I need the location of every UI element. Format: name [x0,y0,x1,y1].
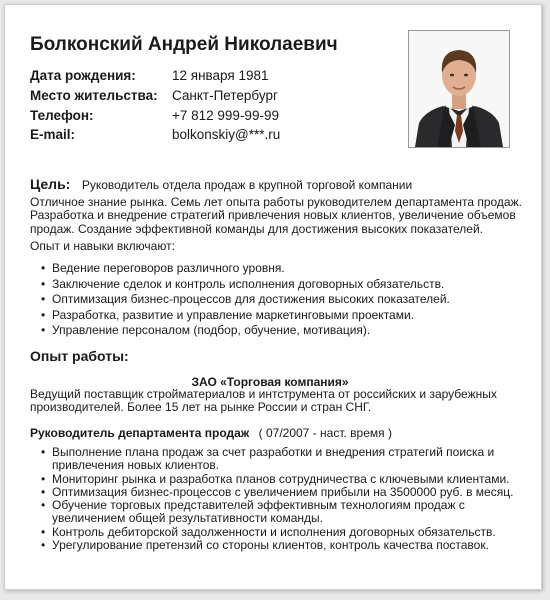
residence-value: Санкт-Петербург [172,88,278,103]
list-item: • Выполнение плана продаж за счет разработки и внедрения стратегий поиска и привлечения новых клиентов. [41,446,519,473]
position-title: Руководитель департамента продаж [30,426,250,440]
person-portrait-icon [409,31,509,147]
email-label: E-mail: [30,127,76,142]
list-item: • Оптимизация бизнес-процессов с увеличением прибыли на 3500000 руб. в месяц. [41,486,519,499]
position-row [30,426,392,440]
duties-list [41,446,519,552]
skills-list [41,261,521,339]
company-name: ЗАО «Торговая компания» [191,375,349,389]
goal-text: Руководитель отдела продаж в крупной торговой компании [81,178,413,192]
goal-label: Цель: [30,176,71,192]
birthdate-label: Дата рождения: [30,68,136,83]
list-item: • Заключение сделок и контроль исполнения договорных обязательств. [41,277,521,293]
company-description: Ведущий поставщик стройматериалов и интструмента от российских и зарубежных производителей. Более 15 лет на рынке России и стран СНГ. [30,387,497,415]
list-item: • Контроль дебиторской задолженности и исполнения договорных обязательств. [41,526,519,539]
list-item: • Разработка, развитие и управление маркетинговыми проектами. [41,308,521,324]
skills-intro: Опыт и навыки включают: [30,239,175,253]
phone-value: +7 812 999-99-99 [172,108,279,123]
summary-paragraph: Отличное знание рынка. Семь лет опыта работы руководителем департамента продаж. Разработка и внедрение стратегий привлечения новых клиентов, увеличение объемов продаж. Создание эффективной команды для достижения высоких показателей. [30,195,522,236]
birthdate-value: 12 января 1981 [172,68,269,83]
phone-label: Телефон: [30,108,94,123]
list-item: • Мониторинг рынка и разработка планов сотрудничества с ключевыми клиентами. [41,473,519,486]
profile-photo [408,30,510,148]
list-item: • Ведение переговоров различного уровня. [41,261,521,277]
list-item: • Оптимизация бизнес-процессов для достижения высоких показателей. [41,292,521,308]
position-period: ( 07/2007 - наст. время ) [258,426,392,440]
residence-label: Место жительства: [30,88,158,103]
experience-title: Опыт работы: [30,348,129,364]
list-item: • Обучение торговых представителей эффективным технологиям продаж с увеличением общей результативности команды. [41,499,519,526]
list-item: • Управление персоналом (подбор, обучение, мотивация). [41,323,521,339]
list-item: • Урегулирование претензий со стороны клиентов, контроль качества поставок. [41,539,519,552]
goal-row [30,176,412,194]
person-name: Болконский Андрей Николаевич [30,34,338,55]
email-value[interactable]: bolkonskiy@***.ru [172,127,281,142]
